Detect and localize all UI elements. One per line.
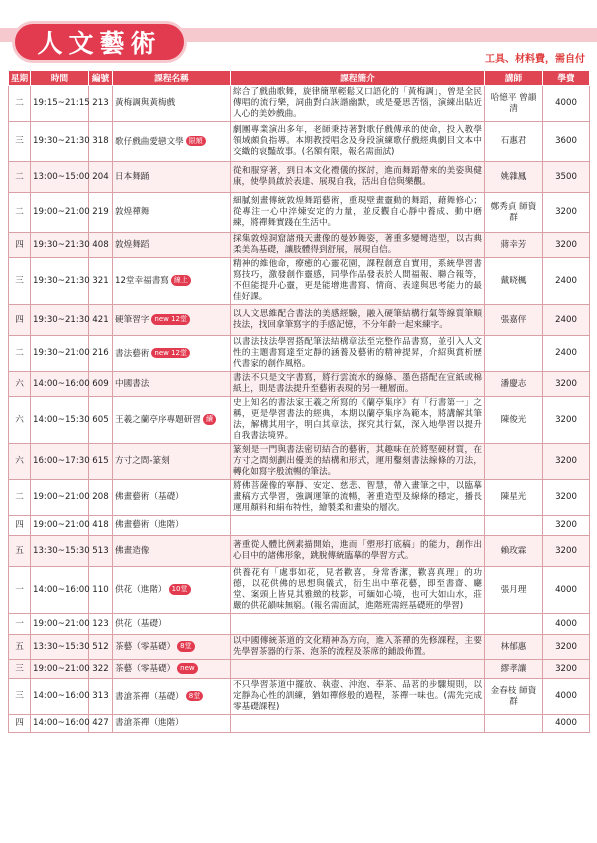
- cell-time: 14:00~15:30: [31, 397, 89, 444]
- cell-description: [231, 516, 485, 536]
- table-row: [9, 516, 590, 536]
- cell-description: 劇團專業演出多年，老師秉持著對歌仔戲傳承的使命，投入教學領域頗負指導。本期教授唱念及身段演練歌仔戲經典劇目文本中交織的哀豔故事。(名額有限，報名需面試): [231, 122, 485, 162]
- cell-fee: 2400: [543, 305, 590, 336]
- cell-code: 408: [89, 233, 113, 258]
- cell-description: 以人文思維配合書法的美感經驗，融入硬筆結構行氣等線質筆順技法，找回拿筆寫字的手感記憶，不分年齡一起來練字。: [231, 305, 485, 336]
- cell-teacher: 金春枝 師資群: [485, 679, 543, 715]
- cell-day: 二: [9, 86, 31, 122]
- table-row: [9, 614, 590, 635]
- course-name: 方寸之間-篆刻: [115, 456, 170, 466]
- cell-teacher: 張月理: [485, 567, 543, 614]
- cell-day: 二: [9, 193, 31, 233]
- cell-day: 六: [9, 397, 31, 444]
- cell-course-name: [113, 660, 231, 679]
- cell-code: 318: [89, 122, 113, 162]
- cell-fee: 4000: [543, 614, 590, 635]
- cell-fee: 4000: [543, 679, 590, 715]
- table-header-row: [9, 71, 590, 86]
- cell-course-name: [113, 233, 231, 258]
- cell-fee: 3200: [543, 193, 590, 233]
- cell-day: 一: [9, 567, 31, 614]
- cell-code: 322: [89, 660, 113, 679]
- cell-fee: 3200: [543, 480, 590, 516]
- cell-time: 19:30~21:30: [31, 305, 89, 336]
- cell-course-name: [113, 444, 231, 480]
- table-row: [9, 715, 590, 733]
- cell-description: 採集敦煌洞窟諸飛天畫像的曼妙舞姿，著重多變彎造型，以古典柔美為基礎，讓肢體得到舒展，展現自信。: [231, 233, 485, 258]
- cell-course-name: [113, 162, 231, 193]
- cell-teacher: 陳俊光: [485, 397, 543, 444]
- cell-teacher: 陳星光: [485, 480, 543, 516]
- cell-day: 三: [9, 660, 31, 679]
- cell-code: 512: [89, 635, 113, 660]
- cell-day: 二: [9, 336, 31, 372]
- cell-fee: 2400: [543, 258, 590, 305]
- course-table: [8, 70, 590, 733]
- cell-day: 二: [9, 480, 31, 516]
- cell-teacher: 姚雜鳳: [485, 162, 543, 193]
- course-badge: 8堂: [186, 691, 203, 702]
- cell-day: 四: [9, 233, 31, 258]
- course-name: 黃梅調與黃梅戲: [115, 98, 176, 108]
- cell-course-name: [113, 336, 231, 372]
- cell-code: 208: [89, 480, 113, 516]
- cell-description: 書法不只是文字書寫，將行雲流水的線條、墨色搭配在宣紙或棉紙上，則是書法提升至藝術表現的另一種層面。: [231, 372, 485, 397]
- cell-code: 216: [89, 336, 113, 372]
- cell-course-name: [113, 305, 231, 336]
- cell-description: 以中國傳統茶道的文化精神為方向，進入茶禪的先修課程，主要先學習茶器的行茶、泡茶的流程及茶席的鋪設佈置。: [231, 635, 485, 660]
- cell-course-name: [113, 122, 231, 162]
- table-row: [9, 258, 590, 305]
- cell-time: 14:00~16:00: [31, 715, 89, 733]
- cell-day: 四: [9, 305, 31, 336]
- table-row: [9, 660, 590, 679]
- table-row: [9, 336, 590, 372]
- table-row: [9, 480, 590, 516]
- course-name: 中國書法: [115, 378, 150, 389]
- table-row: [9, 679, 590, 715]
- cell-teacher: 哈憶平 曾韻清: [485, 86, 543, 122]
- col-header-desc: 課程簡介: [231, 71, 485, 86]
- cell-course-name: [113, 567, 231, 614]
- col-header-teacher: 講師: [485, 71, 543, 86]
- table-row: [9, 444, 590, 480]
- table-row: [9, 536, 590, 567]
- course-badge: new 12堂: [151, 348, 190, 359]
- table-body: [9, 86, 590, 733]
- cell-day: 六: [9, 444, 31, 480]
- col-header-time: 時間: [31, 71, 89, 86]
- cell-code: 110: [89, 567, 113, 614]
- course-badge: new: [177, 663, 197, 674]
- course-name: 王羲之蘭亭序專題研習: [115, 414, 201, 425]
- cell-description: 以書法技法學習搭配筆法結構章法至完整作品書寫，並引入人文性的主題書寫達至定靜的涵養及藝術的精神提昇，介紹與賞析歷代書家的創作風格。: [231, 336, 485, 372]
- cell-description: 從和服穿著，到日本文化禮儀的探討，進而舞蹈帶來的美姿與健康，使學員啟於表達、展現自我，活出自信與樂觀。: [231, 162, 485, 193]
- cell-time: 13:30~15:30: [31, 536, 89, 567]
- cell-course-name: [113, 635, 231, 660]
- cell-teacher: 戴晓楓: [485, 258, 543, 305]
- course-name: 佛畫造像: [115, 545, 150, 556]
- course-name: 書法藝術: [115, 348, 150, 359]
- cell-course-name: [113, 372, 231, 397]
- course-name: 歌仔戲曲愛戀文學: [115, 136, 184, 147]
- cell-time: 13:30~15:30: [31, 635, 89, 660]
- cell-teacher: 石惠君: [485, 122, 543, 162]
- cell-description: [231, 614, 485, 635]
- cell-fee: 3200: [543, 372, 590, 397]
- table-row: [9, 372, 590, 397]
- cell-course-name: [113, 86, 231, 122]
- table-row: [9, 233, 590, 258]
- cell-description: 將佛菩薩像的寧靜、安定、慈悲、智慧，帶入畫筆之中，以臨摹畫稿方式學習，強調運筆的流暢，著重造型及線條的穩定，播長運用顏料和絹布特性，繪製柔和畫染的層次。: [231, 480, 485, 516]
- cell-day: 三: [9, 679, 31, 715]
- course-badge: 8堂: [177, 641, 194, 652]
- cell-time: 19:30~21:00: [31, 336, 89, 372]
- col-header-name: 課程名稱: [113, 71, 231, 86]
- table-row: [9, 86, 590, 122]
- cell-fee: 4000: [543, 567, 590, 614]
- cell-code: 313: [89, 679, 113, 715]
- cell-time: 14:00~16:00: [31, 679, 89, 715]
- page-title: 人文藝術: [12, 21, 187, 63]
- cell-description: 篆刻是一門與書法密切結合的藝術，其趣味在於將堅硬材質，在方寸之間刻劃出優美的結構和形式，運用鑿刻書法線條的刀法，轉化如寫字般流暢的筆法。: [231, 444, 485, 480]
- cell-time: 19:30~21:30: [31, 258, 89, 305]
- col-header-code: 編號: [89, 71, 113, 86]
- cell-fee: 3200: [543, 635, 590, 660]
- cell-code: 123: [89, 614, 113, 635]
- cell-description: [231, 660, 485, 679]
- cell-code: 421: [89, 305, 113, 336]
- course-name: 茶藝（零基礎）: [115, 641, 176, 652]
- cell-description: 綜合了戲曲歌舞，旋律簡單輕鬆又口語化的「黃梅調」，曾是全民傳唱的流行樂，詞曲對白詼諧幽默，或是憂思苦惱，演練出貼近人心的美妙戲曲。: [231, 86, 485, 122]
- cell-teacher: [485, 516, 543, 536]
- course-name: 日本舞踊: [115, 171, 150, 182]
- course-name: 供花（基礎）: [115, 618, 167, 629]
- cell-fee: 3200: [543, 233, 590, 258]
- cell-teacher: [485, 715, 543, 733]
- course-name: 佛畫藝術（進階）: [115, 520, 184, 530]
- cell-time: 14:00~16:00: [31, 372, 89, 397]
- cell-description: [231, 715, 485, 733]
- cell-description: 史上知名的書法家王羲之所寫的《蘭亭集序》有「行書第一」之稱，更是學習書法的經典，本期以蘭亭集序為範本，將講解其筆法，解構其用字，明白其章法，探究其行氣，深入地學習以提升自我書法境界。: [231, 397, 485, 444]
- cell-teacher: 賴玫霖: [485, 536, 543, 567]
- cell-teacher: 鄭秀貞 師資群: [485, 193, 543, 233]
- page-header: [0, 0, 597, 70]
- cell-time: 19:15~21:15: [31, 86, 89, 122]
- cell-time: 19:30~21:30: [31, 122, 89, 162]
- cell-teacher: [485, 614, 543, 635]
- cell-fee: 3600: [543, 122, 590, 162]
- course-name: 敦煌舞蹈: [115, 239, 150, 250]
- cell-day: 三: [9, 258, 31, 305]
- table-row: [9, 122, 590, 162]
- course-name: 佛畫藝術（基礎）: [115, 492, 184, 502]
- cell-fee: 3200: [543, 516, 590, 536]
- cell-teacher: [485, 444, 543, 480]
- cell-teacher: 潘慶志: [485, 372, 543, 397]
- cell-day: 四: [9, 715, 31, 733]
- cell-course-name: [113, 679, 231, 715]
- cell-fee: 3200: [543, 536, 590, 567]
- course-name: 供花（進階）: [115, 584, 167, 595]
- cell-teacher: [485, 336, 543, 372]
- course-badge: 限額: [186, 136, 206, 147]
- cell-course-name: [113, 480, 231, 516]
- course-name: 書滄茶禪（基礎）: [115, 691, 184, 702]
- table-row: [9, 162, 590, 193]
- cell-fee: 3500: [543, 162, 590, 193]
- cell-day: 五: [9, 536, 31, 567]
- cell-code: 321: [89, 258, 113, 305]
- col-header-day: 星期: [9, 71, 31, 86]
- course-name: 書滄茶禪（進階）: [115, 718, 184, 728]
- cell-course-name: [113, 715, 231, 733]
- cell-time: 19:00~21:00: [31, 516, 89, 536]
- cell-teacher: 林郁惠: [485, 635, 543, 660]
- cell-code: 204: [89, 162, 113, 193]
- cell-time: 16:00~17:30: [31, 444, 89, 480]
- cell-code: 513: [89, 536, 113, 567]
- table-row: [9, 635, 590, 660]
- course-badge: 線上: [171, 275, 191, 286]
- cell-course-name: [113, 614, 231, 635]
- cell-fee: 3200: [543, 444, 590, 480]
- cell-description: 不只學習茶道中擺放、執壺、沖泡、奉茶、品茗的步驟規則，以定靜為心性的訓練，猶如禪修般的過程，茶禪一味也。(需先完成零基礎課程): [231, 679, 485, 715]
- cell-fee: 3200: [543, 397, 590, 444]
- course-name: 硬筆習字: [115, 314, 150, 325]
- cell-day: 六: [9, 372, 31, 397]
- cell-time: 19:00~21:00: [31, 193, 89, 233]
- cell-course-name: [113, 193, 231, 233]
- cell-code: 213: [89, 86, 113, 122]
- cell-code: 418: [89, 516, 113, 536]
- cell-time: 14:00~16:00: [31, 567, 89, 614]
- cell-code: 615: [89, 444, 113, 480]
- cell-time: 19:30~21:30: [31, 233, 89, 258]
- table-row: [9, 305, 590, 336]
- cell-fee: 2400: [543, 336, 590, 372]
- cell-description: 細膩刻畫傳統敦煌舞蹈藝術，重現壁畫靈動的舞蹈，藉舞修心；從專注一心中淬煉安定的力量，並反觀自心靜中養成、動中磨練，將禪舞實踐在生活中。: [231, 193, 485, 233]
- course-name: 茶藝（零基礎）: [115, 663, 176, 674]
- course-name: 12堂幸福書寫: [115, 275, 169, 286]
- cell-teacher: 蔣幸芳: [485, 233, 543, 258]
- cell-time: 13:00~15:00: [31, 162, 89, 193]
- cell-description: 精神的維他命，療癒的心靈花園，課程創意自實用，系統學習書寫技巧，激發創作靈感，同學作品發表於人間福報、聯合報等，不但能提升心靈，更是能增進書寫、情商、表達與思考能力的最佳好課。: [231, 258, 485, 305]
- course-badge: 10堂: [169, 584, 191, 595]
- cell-description: 供養花有「處事如花，見者歡喜，身常香潔，歡喜真理」的功德，以花供佛的思想與儀式，衍生出中華花藝，即至書齋、廳堂、案頭上皆見其雅緻的枝影，可緬如心境，也可大如山水，莊嚴的供花韻味無窮。(報名需面試，進階班需經基礎班的學習): [231, 567, 485, 614]
- cell-course-name: [113, 516, 231, 536]
- cell-teacher: 張嘉伻: [485, 305, 543, 336]
- cell-day: 四: [9, 516, 31, 536]
- cell-time: 19:00~21:00: [31, 480, 89, 516]
- fee-note: 工具、材料費，需自付: [485, 54, 585, 65]
- cell-code: 605: [89, 397, 113, 444]
- cell-code: 609: [89, 372, 113, 397]
- cell-teacher: 繆孝讓: [485, 660, 543, 679]
- cell-day: 二: [9, 162, 31, 193]
- cell-code: 219: [89, 193, 113, 233]
- cell-day: 五: [9, 635, 31, 660]
- cell-fee: 4000: [543, 715, 590, 733]
- cell-time: 19:00~21:00: [31, 660, 89, 679]
- cell-description: 著重從人體比例素描開始，進而「塑形打底稿」的能力，創作出心目中的諸佛形象，跳脫傳統臨摹的學習方式。: [231, 536, 485, 567]
- course-badge: new 12堂: [151, 314, 190, 325]
- course-badge: 續: [203, 414, 216, 425]
- cell-course-name: [113, 536, 231, 567]
- cell-course-name: [113, 258, 231, 305]
- cell-time: 19:00~21:00: [31, 614, 89, 635]
- cell-fee: 4000: [543, 86, 590, 122]
- cell-day: 一: [9, 614, 31, 635]
- table-row: [9, 397, 590, 444]
- cell-fee: 3200: [543, 660, 590, 679]
- cell-day: 三: [9, 122, 31, 162]
- course-name: 敦煌禪舞: [115, 207, 150, 217]
- table-row: [9, 193, 590, 233]
- table-row: [9, 567, 590, 614]
- col-header-fee: 學費: [543, 71, 590, 86]
- cell-code: 427: [89, 715, 113, 733]
- cell-course-name: [113, 397, 231, 444]
